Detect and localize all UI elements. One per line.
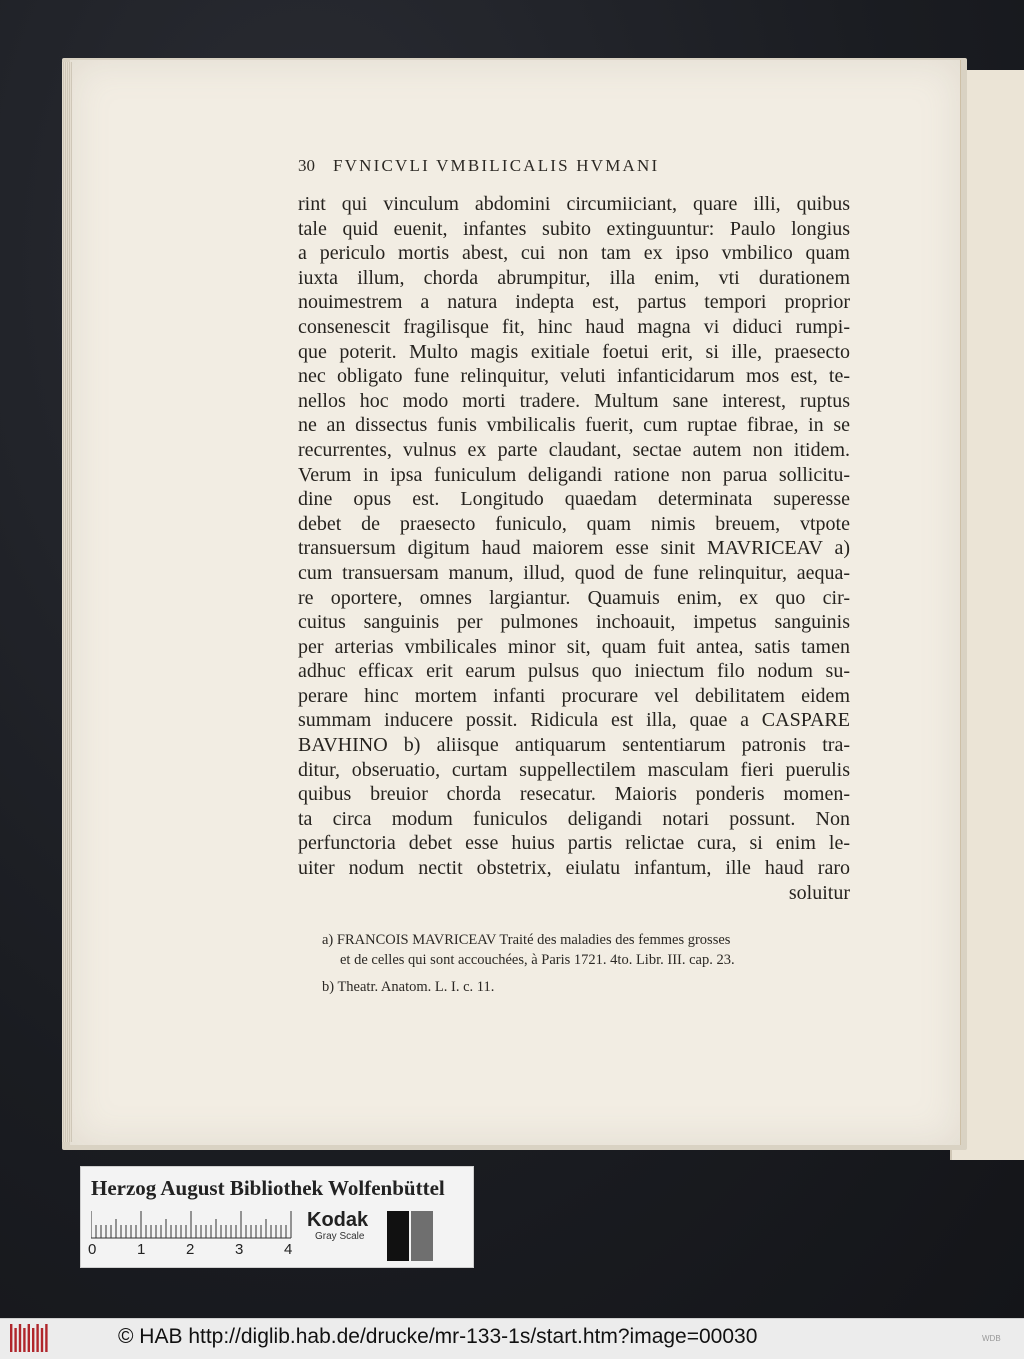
text-line: transuersum digitum haud maiorem esse sinit MAVRICEAV a) [298, 537, 850, 560]
text-line: tale quid euenit, infantes subito extinguuntur: Paulo longius [298, 217, 850, 240]
footnotes [322, 930, 852, 997]
logo-bar [23, 1328, 25, 1352]
kodak-brand: Kodak [307, 1209, 369, 1231]
text-line: adhuc efficax erit earum pulsus quo iniectum filo nodum su- [298, 660, 850, 683]
text-line: re oportere, omnes largiantur. Quamuis enim, ex quo cir- [298, 586, 850, 609]
text-line: summam inducere possit. Ridicula est illa, quae a CASPARE [298, 709, 850, 732]
footer-mini-mark: WDB [982, 1334, 1001, 1343]
running-head-title: FVNICVLI VMBILICALIS HVMANI [333, 156, 660, 175]
kodak-gray-scale-label: Gray Scale [315, 1231, 365, 1242]
text-line: nellos hoc modo morti tradere. Multum sane interest, ruptus [298, 389, 850, 412]
ruler-label-2: 2 [186, 1241, 195, 1258]
page-number: 30 [298, 156, 315, 175]
text-line: debet de praesecto funiculo, quam nimis breuem, vtpote [298, 512, 850, 535]
footnote-a-line-2: et de celles qui sont accouchées, à Paris 1721. 4to. Libr. III. cap. 23. [340, 952, 735, 968]
logo-bar [28, 1324, 30, 1352]
text-line: consenescit fragilisque fit, hinc haud magna vi diduci rumpi- [298, 315, 850, 338]
text-line: uiter nodum nectit obstetrix, eiulatu infantum, ille haud raro [298, 857, 850, 880]
text-line: recurrentes, vulnus ex parte claudant, sectae autem non itidem. [298, 438, 850, 461]
hab-logo-icon [8, 1322, 50, 1354]
text-line: soluitur [788, 881, 850, 904]
ruler-label-0: 0 [88, 1241, 97, 1258]
logo-bar [36, 1324, 38, 1352]
logo-bar [10, 1324, 12, 1352]
text-line: cum transuersam manum, illud, quod de fune relinquitur, aequa- [298, 561, 850, 584]
ruler-label-3: 3 [235, 1241, 244, 1258]
text-line: iuxta illum, chorda abrumpitur, illa enim, vti durationem [298, 266, 850, 289]
text-line: quibus breuior chorda resecatur. Maioris ponderis momen- [298, 783, 850, 806]
gray-patch-dark [387, 1211, 409, 1261]
footer-copyright-link[interactable]: © HAB http://diglib.hab.de/drucke/mr-133-1s/start.htm?image=00030 [118, 1325, 758, 1348]
running-head [298, 156, 858, 176]
library-name: Herzog August Bibliothek Wolfenbüttel [91, 1176, 445, 1200]
logo-bar [32, 1328, 34, 1352]
text-line: BAVHINO b) aliisque antiquarum sententiarum patronis tra- [298, 734, 850, 757]
text-line: perfunctoria debet esse huius partis relictae cura, si enim le- [298, 832, 850, 855]
page-edges [62, 62, 72, 1142]
footnote-a-line-1: a) FRANCOIS MAVRICEAV Traité des maladies des femmes grosses [322, 932, 731, 948]
logo-bar [45, 1324, 47, 1352]
logo-bar [41, 1328, 43, 1352]
text-line: cuitus sanguinis per pulmones inchoauit, impetus sanguinis [298, 611, 850, 634]
text-line: que poterit. Multo magis exitiale foetui erit, si ille, praesecto [298, 340, 850, 363]
color-scale-card [80, 1166, 474, 1268]
text-line: dine opus est. Longitudo quaedam determinata superesse [298, 488, 850, 511]
text-line: Verum in ipsa funiculum deligandi ratione non parua sollicitu- [298, 463, 850, 486]
logo-bar [14, 1328, 16, 1352]
text-line: rint qui vinculum abdomini circumiiciant, quare illi, quibus [298, 193, 850, 215]
body-text [298, 192, 850, 905]
text-line: perare hinc mortem infanti procurare vel debilitatem eidem [298, 684, 850, 707]
logo-bar [19, 1324, 21, 1352]
text-line: ne an dissectus funis vmbilicalis fuerit, cum ruptae fibrae, in se [298, 414, 850, 437]
ruler-label-1: 1 [137, 1241, 146, 1258]
gray-patch-mid [411, 1211, 433, 1261]
text-line: nouimestrem a natura indepta est, partus tempori proprior [298, 291, 850, 314]
text-line: ditur, obseruatio, curtam suppellectilem masculam fieri puerulis [298, 758, 850, 781]
ruler-label-4: 4 [284, 1241, 293, 1258]
text-line: per arterias vmbilicales minor sit, quam fuit antea, satis tamen [298, 635, 850, 658]
text-line: nec obligato fune relinquitur, veluti infanticidarum mos est, te- [298, 365, 850, 388]
footnote-b-line-1: b) Theatr. Anatom. L. I. c. 11. [322, 979, 495, 995]
text-line: ta circa modum funiculos deligandi notari possunt. Non [298, 807, 850, 830]
text-line: a periculo mortis abest, cui non tam ex ipso vmbilico quam [298, 242, 850, 265]
